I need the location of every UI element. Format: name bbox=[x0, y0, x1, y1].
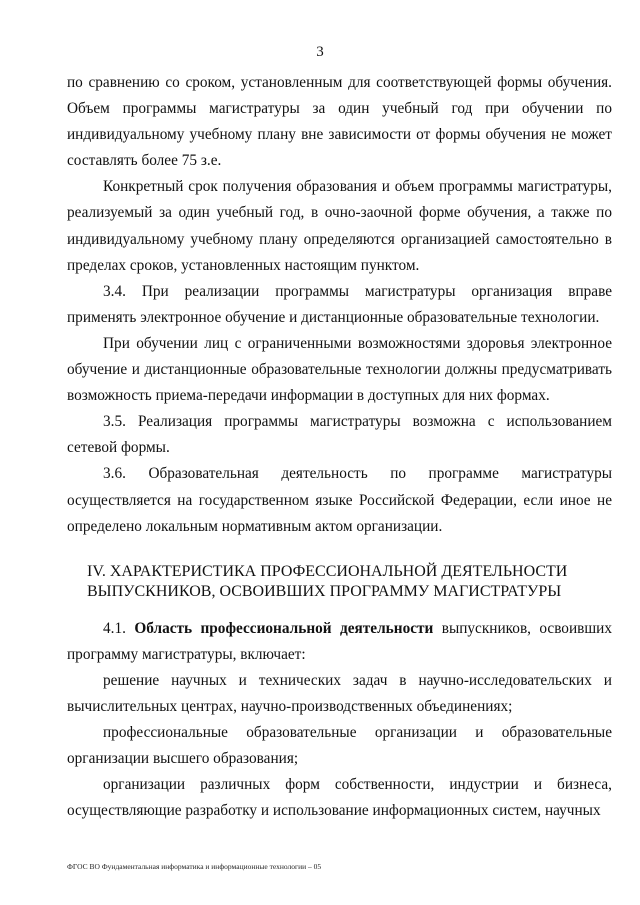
paragraph: 3.6. Образовательная деятельность по программе магистратуры осуществляется на государственном языке Российской Федерации, если иное не определено локальным нормативным актом организации. bbox=[67, 465, 612, 535]
section-heading-line-1: IV. ХАРАКТЕРИСТИКА ПРОФЕССИОНАЛЬНОЙ ДЕЯТЕЛЬНОСТИ bbox=[87, 562, 568, 580]
clause-number: 4.1. bbox=[103, 619, 126, 637]
spacer bbox=[67, 540, 612, 562]
paragraph: При обучении лиц с ограниченными возможностями здоровья электронное обучение и дистанционные образовательные технологии должны предусматривать возможность приема-передачи информации в доступных для них формах. bbox=[67, 334, 612, 405]
paragraph: по сравнению со сроком, установленным для соответствующей формы обучения. Объем программы магистратуры за один учебный год при обучении по индивидуальному учебному плану вне зависимости от формы обучения не может составлять более 75 з.е. bbox=[67, 74, 612, 170]
section-heading-line-2: ВЫПУСКНИКОВ, ОСВОИВШИХ ПРОГРАММУ МАГИСТРАТУРЫ bbox=[87, 582, 562, 600]
paragraph: Конкретный срок получения образования и объем программы магистратуры, реализуемый за один учебный год, в очно-заочной форме обучения, а также по индивидуальному учебному плану определяются организацией самостоятельно в пределах сроков, установленных настоящим пунктом. bbox=[67, 178, 612, 274]
list-item: профессиональные образовательные организации и образовательные организации высшего образования; bbox=[67, 724, 612, 768]
list-item: решение научных и технических задач в научно-исследовательских и вычислительных центрах, научно-производственных объединениях; bbox=[67, 671, 612, 715]
paragraph: 3.5. Реализация программы магистратуры возможна с использованием сетевой формы. bbox=[67, 413, 612, 457]
spacer bbox=[67, 602, 612, 616]
page-number: 3 bbox=[316, 44, 324, 60]
clause-4-1 bbox=[67, 616, 612, 668]
footer: ФГОС ВО Фундаментальная информатика и информационные технологии – 05 bbox=[67, 862, 322, 871]
list-item: организации различных форм собственности, индустрии и бизнеса, осуществляющие разработку и использование информационных систем, научных bbox=[67, 776, 612, 820]
section-heading bbox=[67, 562, 612, 602]
document-body bbox=[67, 70, 612, 824]
paragraph: 3.4. При реализации программы магистратуры организация вправе применять электронное обучение и дистанционные образовательные технологии. bbox=[67, 282, 612, 326]
clause-text: выпускников, освоивших программу магистратуры, включает: bbox=[67, 619, 612, 663]
clause-term: Область профессиональной деятельности bbox=[134, 619, 434, 637]
